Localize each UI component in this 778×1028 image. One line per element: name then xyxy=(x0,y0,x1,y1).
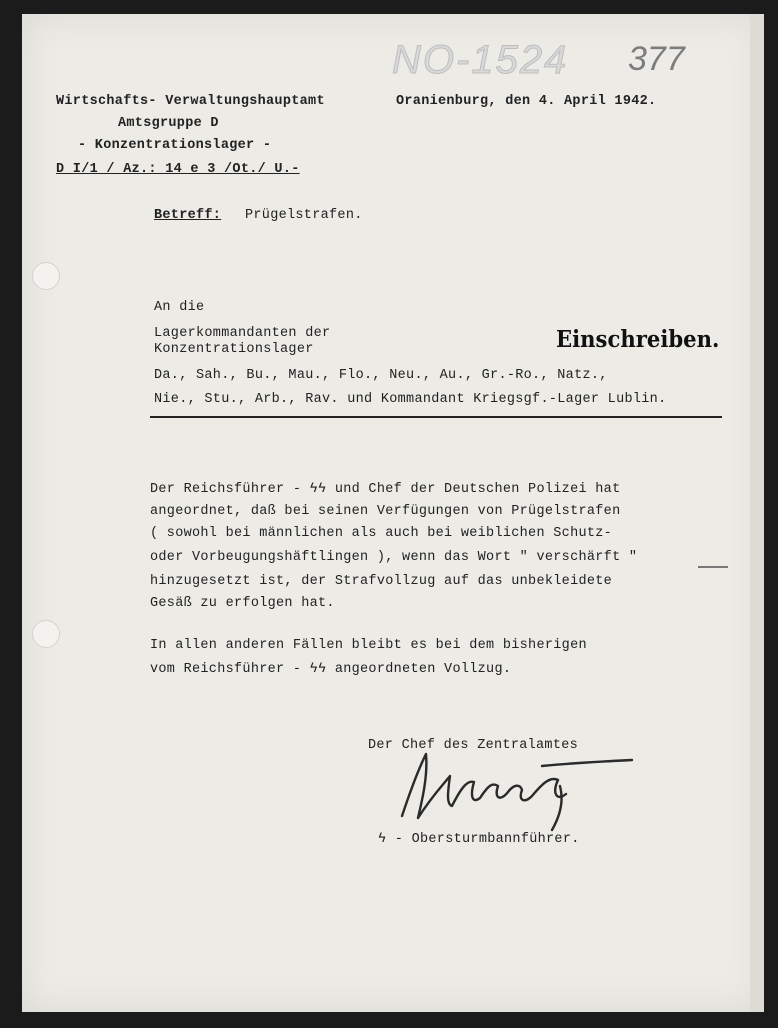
handwritten-signature xyxy=(392,746,642,836)
margin-mark xyxy=(698,566,728,568)
body-p1-line1: Der Reichsführer - ϟϟ und Chef der Deutschen Polizei hat xyxy=(150,482,621,497)
recipient-camps-line1: Da., Sah., Bu., Mau., Flo., Neu., Au., Gr.-Ro., Natz., xyxy=(154,368,608,383)
body-p1-line3: ( sowohl bei männlichen als auch bei weiblichen Schutz- xyxy=(150,526,613,541)
page-number: 377 xyxy=(628,40,685,78)
body-p2-line1: In allen anderen Fällen bleibt es bei dem bisherigen xyxy=(150,638,587,653)
closing-title: Der Chef des Zentralamtes xyxy=(368,738,579,753)
punch-hole xyxy=(32,620,60,648)
archive-stamp: NO-1524 xyxy=(392,38,569,82)
page-edge xyxy=(750,14,764,1012)
closing-rank: ϟ - Obersturmbannführer. xyxy=(378,832,580,847)
issuer-line2: Amtsgruppe D xyxy=(118,116,219,131)
punch-hole xyxy=(32,262,60,290)
recipient-line1: An die xyxy=(154,300,205,315)
body-p1-line2: angeordnet, daß bei seinen Verfügungen von Prügelstrafen xyxy=(150,504,621,519)
subject-text: Prügelstrafen. xyxy=(245,208,363,223)
place-date: Oranienburg, den 4. April 1942. xyxy=(396,94,657,109)
body-p1-line6: Gesäß zu erfolgen hat. xyxy=(150,596,335,611)
reference-number: D I/1 / Az.: 14 e 3 /Ot./ U.- xyxy=(56,162,300,177)
recipient-line3: Konzentrationslager xyxy=(154,342,314,357)
recipient-underline xyxy=(150,416,722,418)
registered-mail-stamp: Einschreiben. xyxy=(556,326,720,353)
body-p1-line4: oder Vorbeugungshäftlingen ), wenn das Wort " verschärft " xyxy=(150,550,638,565)
body-p2-line2: vom Reichsführer - ϟϟ angeordneten Vollzug. xyxy=(150,662,512,677)
issuer-line1: Wirtschafts- Verwaltungshauptamt xyxy=(56,94,325,109)
recipient-line2: Lagerkommandanten der xyxy=(154,326,331,341)
recipient-camps-line2: Nie., Stu., Arb., Rav. und Kommandant Kriegsgf.-Lager Lublin. xyxy=(154,392,667,407)
issuer-line3: - Konzentrationslager - xyxy=(78,138,272,153)
body-p1-line5: hinzugesetzt ist, der Strafvollzug auf das unbekleidete xyxy=(150,574,613,589)
subject-label: Betreff: xyxy=(154,208,222,223)
